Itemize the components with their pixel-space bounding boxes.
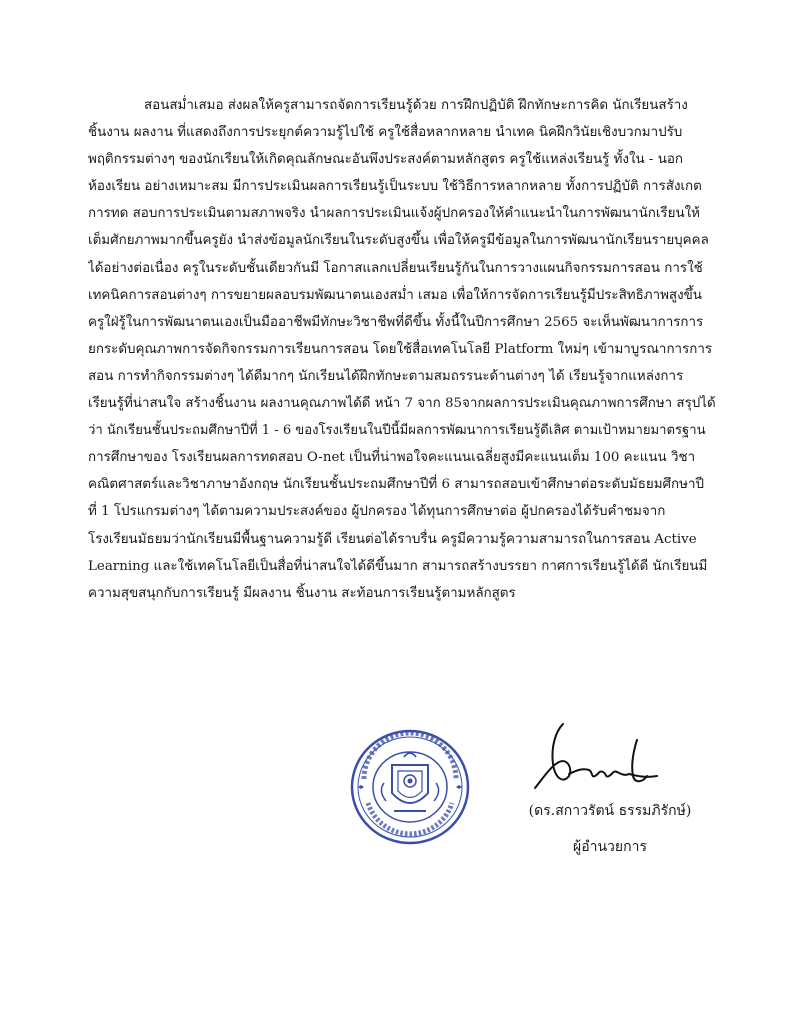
report-paragraph [88, 92, 718, 607]
paragraph-line: Learning และใช้เทคโนโลยีเป็นสื่อที่น่าสนใจได้ดีขึ้นมาก สามารถสร้างบรรยา กาศการเรียนรู้ได้ดี นักเรียนมี [88, 558, 708, 574]
paragraph-line: ยกระดับคุณภาพการจัดกิจกรรมการเรียนการสอน โดยใช้สื่อเทคโนโลยี Platform ใหม่ๆ เข้ามาบูรณาการการ [88, 341, 713, 357]
paragraph-line: ความสุขสนุกกับการเรียนรู้ มีผลงาน ชิ้นงาน สะท้อนการเรียนรู้ตามหลักสูตร [88, 585, 516, 601]
paragraph-line: เทคนิคการสอนต่างๆ การขยายผลอบรมพัฒนาตนเองสม่ำ เสมอ เพื่อให้การจัดการเรียนรู้มีประสิทธิภาพสูงขึ้น [88, 287, 702, 303]
paragraph-line: การทด สอบการประเมินตามสภาพจริง นำผลการประเมินแจ้งผู้ปกครองให้คำแนะนำในการพัฒนานักเรียนให้ [88, 206, 700, 222]
signature-icon [533, 718, 665, 792]
signatory-position: ผู้อำนวยการ [573, 839, 647, 855]
paragraph-line: เต็มศักยภาพมากขึ้นครูยัง นำส่งข้อมูลนักเรียนในระดับสูงขึ้น เพื่อให้ครูมีข้อมูลในการพัฒนานักเรียนรายบุคคล [88, 233, 709, 249]
signatory-name: (ดร.สกาวรัตน์ ธรรมภิรักษ์) [528, 803, 692, 819]
paragraph-line: โรงเรียนมัธยมว่านักเรียนมีพื้นฐานความรู้ดี เรียนต่อได้ราบรื่น ครูมีความรู้ความสามารถในการสอน Active [88, 531, 697, 547]
paragraph-line: ที่ 1 โปรแกรมต่างๆ ได้ตามความประสงค์ของ ผู้ปกครอง ได้ทุนการศึกษาต่อ ผู้ปกครองได้รับคำชมจาก [88, 504, 666, 520]
paragraph-line: พฤติกรรมต่างๆ ของนักเรียนให้เกิดคุณลักษณะอันพึงประสงค์ตามหลักสูตร ครูใช้แหล่งเรียนรู้ ทั้งใน - นอก [88, 152, 684, 168]
paragraph-line: ครูใฝ่รู้ในการพัฒนาตนเองเป็นมืออาชีพมีทักษะวิชาชีพที่ดีขึ้น ทั้งนี้ในปีการศึกษา 2565 จะเห็นพัฒนาการการ [88, 314, 704, 330]
school-seal-icon [348, 727, 472, 847]
paragraph-line: ห้องเรียน อย่างเหมาะสม มีการประเมินผลการเรียนรู้เป็นระบบ ใช้วิธีการหลากหลาย ทั้งการปฏิบัติ การสังเกต [88, 179, 702, 195]
paragraph-line: คณิตศาสตร์และวิชาภาษาอังกฤษ นักเรียนชั้นประถมศึกษาปีที่ 6 สามารถสอบเข้าศึกษาต่อระดับมัธยมศึกษาปี [88, 477, 704, 493]
paragraph-line: สอน การทำกิจกรรมต่างๆ ได้ดีมากๆ นักเรียนได้ฝึกทักษะตามสมถรรนะด้านต่างๆ ได้ เรียนรู้จากแหล่งการ [88, 368, 684, 384]
paragraph-line: ได้อย่างต่อเนื่อง ครูในระดับชั้นเดียวกันมี โอกาสแลกเปลี่ยนเรียนรู้กันในการวางแผนกิจกรรมการสอน การใช้ [88, 260, 703, 276]
paragraph-line: ชิ้นงาน ผลงาน ที่แสดงถึงการประยุกต์ความรู้ไปใช้ ครูใช้สื่อหลากหลาย นำเทค นิคฝึกวินัยเชิงบวกมาปรับ [88, 125, 683, 141]
paragraph-line: สอนสม่ำเสมอ ส่งผลให้ครูสามารถจัดการเรียนรู้ด้วย การฝึกปฏิบัติ ฝึกทักษะการคิด นักเรียนสร้าง [144, 98, 688, 113]
paragraph-line: การศึกษาของ โรงเรียนผลการทดสอบ O-net เป็นที่น่าพอใจคะแนนเฉลี่ยสูงมีคะแนนเต็ม 100 คะแนน วิชา [88, 450, 696, 466]
paragraph-line: ว่า นักเรียนชั้นประถมศึกษาปีที่ 1 - 6 ของโรงเรียนในปีนี้มีผลการพัฒนาการเรียนรู้ดีเลิศ ตามเป้าหมายมาตรฐาน [88, 423, 706, 439]
paragraph-line: เรียนรู้ที่น่าสนใจ สร้างชิ้นงาน ผลงานคุณภาพได้ดี หน้า 7 จาก 85จากผลการประเมินคุณภาพการศึกษา สรุปได้ [88, 396, 716, 412]
